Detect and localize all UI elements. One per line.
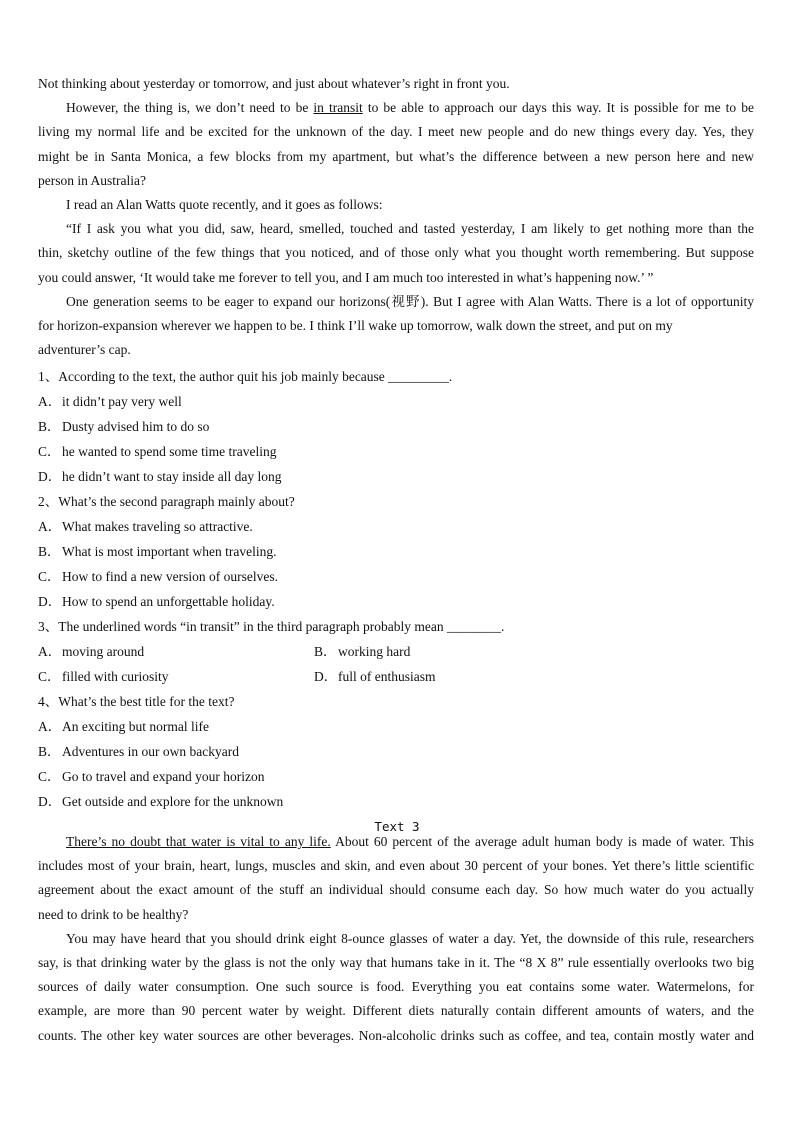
underlined-phrase: in transit (313, 100, 363, 116)
option (38, 764, 754, 789)
option-label: A． (38, 518, 62, 534)
option-text: working hard (338, 643, 411, 659)
option-label: C． (38, 668, 61, 684)
option-label: A． (38, 718, 62, 734)
option-text: What is most important when traveling. (62, 543, 277, 559)
option-text: he didn’t want to stay inside all day long (62, 468, 282, 484)
option (38, 514, 754, 539)
option-text: filled with curiosity (62, 668, 169, 684)
question-stem: 2、What’s the second paragraph mainly about? (38, 493, 295, 509)
question-stem: 1、According to the text, the author quit his job mainly because _________. (38, 368, 453, 384)
paragraph-line: might be in Santa Monica, a few blocks from my apartment, but what’s the difference between a new person here and new (38, 148, 754, 164)
text-segment: About 60 percent of the average adult human body is made of water. This (330, 834, 754, 849)
option-text: it didn’t pay very well (62, 393, 182, 409)
underlined-phrase: There’s no doubt that water is vital to any life. (66, 834, 331, 849)
option-label: D． (38, 793, 62, 809)
paragraph-line: person in Australia? (38, 172, 146, 188)
paragraph-line: One generation seems to be eager to expand our horizons(视野). But I agree with Alan Watts. There is a lot of opportunity (66, 293, 754, 309)
option (38, 414, 754, 439)
option (38, 664, 314, 689)
option-text: moving around (62, 643, 145, 659)
paragraph-line: You may have heard that you should drink eight 8-ounce glasses of water a day. Yet, the downside of this rule, researchers (66, 930, 754, 946)
paragraph-line: living my normal life and be excited for the unknown of the day. I meet new people and do new things every day. Yes, they (38, 124, 754, 140)
text-segment: to be able to approach our days this way. It is possible for me to be (362, 100, 754, 116)
option-row (38, 639, 754, 664)
question-stem: 3、The underlined words “in transit” in the third paragraph probably mean ________. (38, 618, 505, 634)
option-label: C． (38, 568, 61, 584)
paragraph-line: for horizon-expansion wherever we happen to be. I think I’ll wake up tomorrow, walk down the street, and put on my (38, 317, 673, 333)
option-label: C． (38, 443, 61, 459)
option-text: Adventures in our own backyard (62, 743, 239, 759)
paragraph-line (38, 96, 754, 120)
option-text: Go to travel and expand your horizon (62, 768, 265, 784)
paragraph-line: need to drink to be healthy? (38, 906, 189, 922)
option-text: How to spend an unforgettable holiday. (62, 593, 275, 609)
option (314, 664, 590, 689)
paragraph-line: adventurer’s cap. (38, 342, 131, 358)
option-label: B． (38, 543, 61, 559)
paragraph-line: counts. The other key water sources are other beverages. Non-alcoholic drinks such as coffee, and tea, contain mostly water and (38, 1027, 754, 1043)
section-title: Text 3 (374, 819, 420, 834)
paragraph-line: Not thinking about yesterday or tomorrow, and just about whatever’s right in front you. (38, 76, 510, 91)
option (38, 564, 754, 589)
option-label: A． (38, 643, 62, 659)
option-label: D． (314, 668, 338, 684)
paragraph-line: includes most of your brain, heart, lungs, muscles and skin, and even about 30 percent of your bones. Yet there’s little scientific (38, 858, 754, 874)
option (38, 389, 754, 414)
option-label: D． (38, 593, 62, 609)
option-label: A． (38, 393, 62, 409)
paragraph-line: thin, sketchy outline of the few things that you noticed, and of those only what you thought worth remembering. But suppose (38, 245, 754, 261)
option (38, 439, 754, 464)
paragraph-line (38, 830, 754, 854)
option (314, 639, 590, 664)
questions-section (38, 364, 754, 814)
option (38, 789, 754, 814)
paragraph-line: you could answer, ‘It would take me forever to tell you, and I am much too interested in what’s happening now.’ ” (38, 269, 654, 285)
passage-text2 (38, 72, 754, 362)
option (38, 639, 314, 664)
option-text: An exciting but normal life (62, 718, 209, 734)
paragraph-line: example, are more than 90 percent water by weight. Different diets naturally contain different amounts of waters, and the (38, 1003, 754, 1019)
option (38, 714, 754, 739)
option-text: What makes traveling so attractive. (62, 518, 253, 534)
option-label: B． (314, 643, 337, 659)
option-text: How to find a new version of ourselves. (62, 568, 278, 584)
option-label: B． (38, 743, 61, 759)
question-stem: 4、What’s the best title for the text? (38, 693, 235, 709)
option (38, 539, 754, 564)
paragraph-line: “If I ask you what you did, saw, heard, smelled, touched and tasted yesterday, I am likely to get nothing more than the (66, 221, 754, 237)
option-text: Dusty advised him to do so (62, 418, 210, 434)
option-label: D． (38, 468, 62, 484)
paragraph-line: say, is that drinking water by the glass is not the only way that humans take in it. The “8 X 8” rule essentially overlooks two big (38, 954, 754, 970)
option-label: C． (38, 768, 61, 784)
option-text: he wanted to spend some time traveling (62, 443, 277, 459)
option-label: B． (38, 418, 61, 434)
option (38, 589, 754, 614)
text-segment: However, the thing is, we don’t need to be (66, 100, 314, 116)
option-row (38, 664, 754, 689)
paragraph-line: I read an Alan Watts quote recently, and it goes as follows: (66, 196, 383, 212)
option (38, 464, 754, 489)
paragraph-line: agreement about the exact amount of the stuff an individual should consume each day. So how much water do you actually (38, 882, 754, 898)
passage-text3 (38, 830, 754, 1048)
option-text: full of enthusiasm (338, 668, 436, 684)
paragraph-line: sources of daily water consumption. One such source is food. Everything you eat contains some water. Watermelons, for (38, 979, 754, 995)
option (38, 739, 754, 764)
option-text: Get outside and explore for the unknown (62, 793, 284, 809)
